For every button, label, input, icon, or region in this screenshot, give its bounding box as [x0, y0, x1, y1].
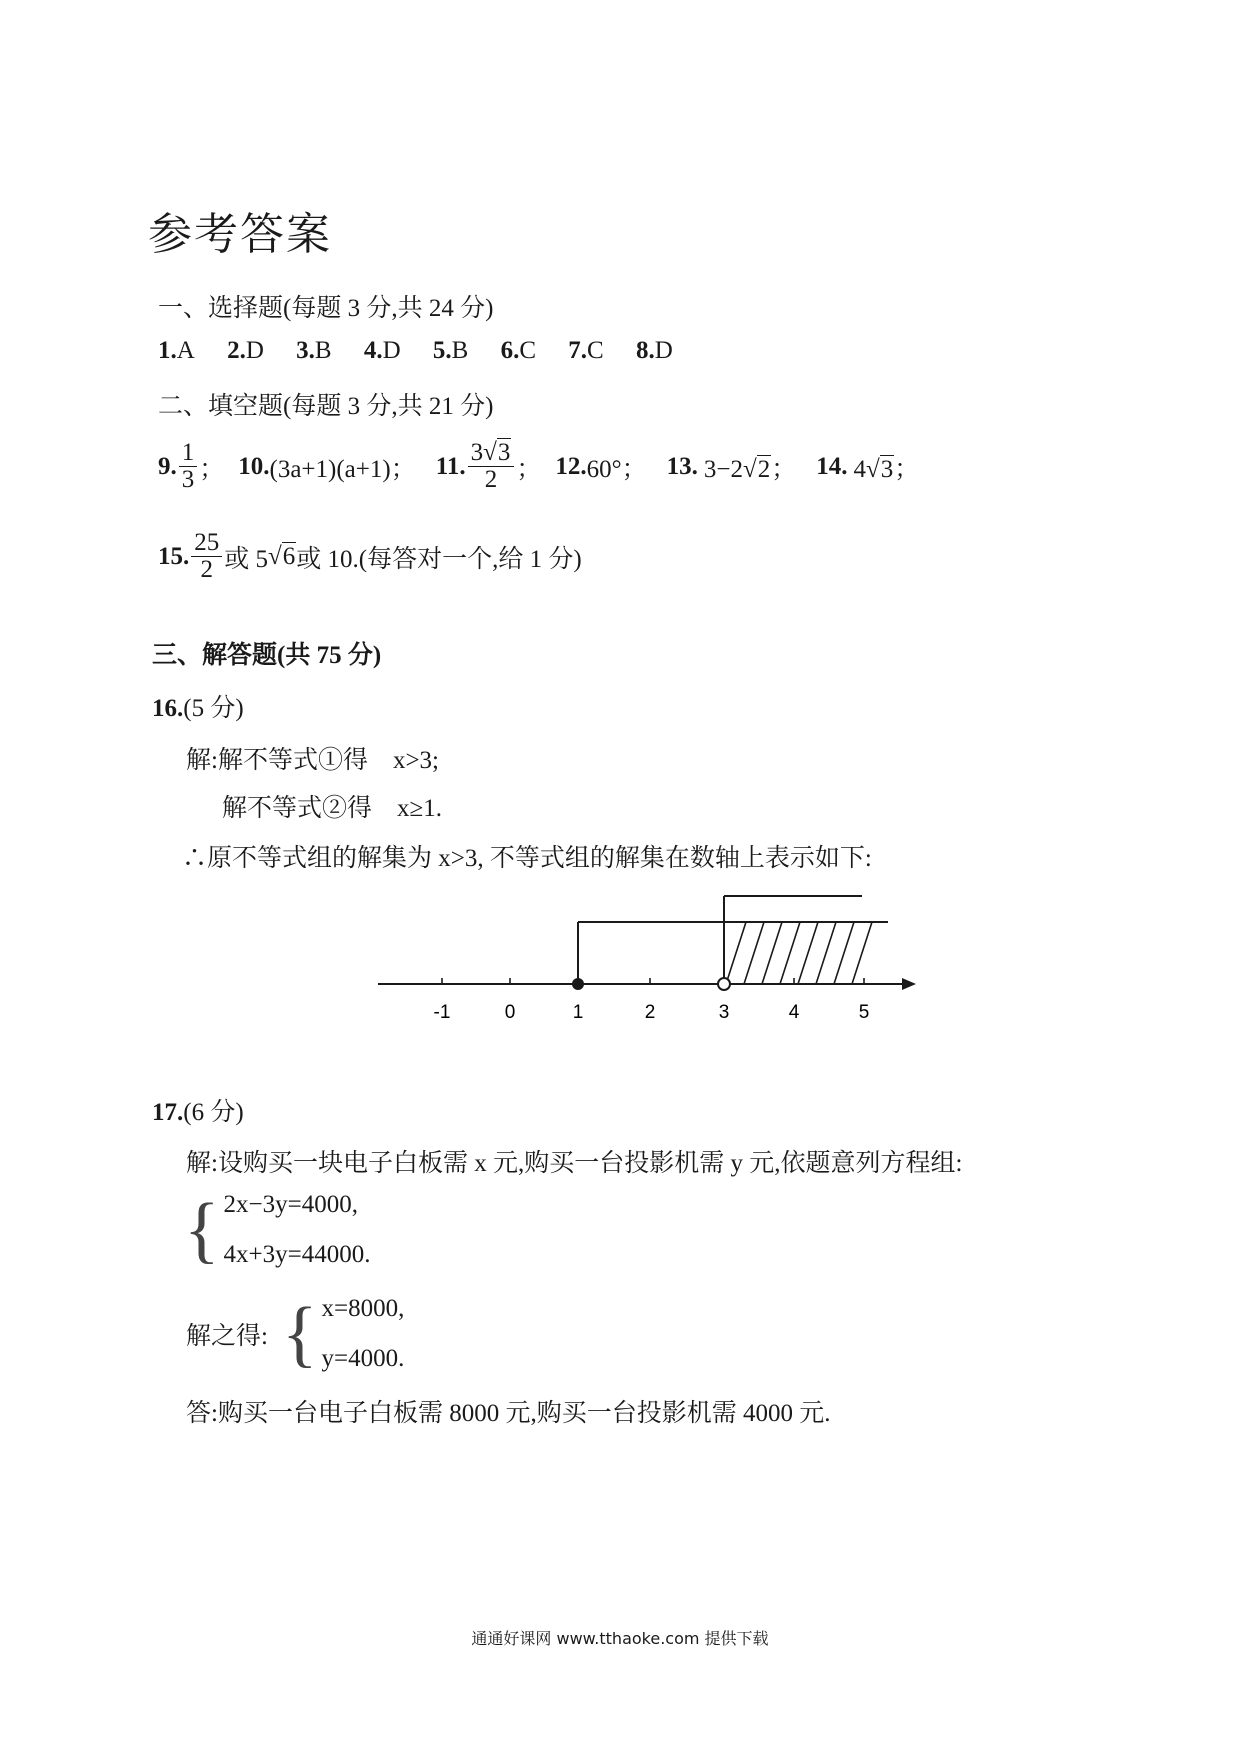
solution-hatch: [726, 922, 872, 984]
q12-answer: 60°；: [586, 455, 647, 483]
solution-system: [186, 1284, 404, 1384]
section2-heading: 二、填空题(每题 3 分,共 21 分): [158, 393, 494, 420]
q11-fraction: $\frac{3√3}{2}$: [468, 440, 515, 494]
left-brace-icon: {: [281, 1293, 318, 1375]
open-point-3: [718, 978, 730, 990]
q13-answer: 3−2√2；: [703, 455, 797, 483]
choice-answer-5: 5.B: [432, 337, 469, 364]
equation-1: 2x−3y=4000,: [223, 1191, 358, 1218]
q17-header: 17.(6 分): [152, 1099, 244, 1126]
choice-answer-2: 2.D: [227, 337, 264, 364]
q16-header: 16.(5 分): [152, 695, 244, 722]
number-line-figure: [360, 880, 920, 1030]
q15-fraction: $\frac{25}{2}$: [191, 530, 222, 584]
solution-y: y=4000.: [321, 1345, 405, 1372]
q15-label: 15.: [158, 542, 190, 570]
q14-label: 14.: [816, 452, 848, 480]
tick-label: 4: [788, 1002, 800, 1023]
fill-answers-row: 9. $\frac{1}{3}$ ； 10. (3a+1)(a+1)； 11. $\frac{3√3}{2}$ ； 12. 60°； 13. 3−2√2； 14. 4√3；: [158, 439, 920, 494]
q16-line3: ∴原不等式组的解集为 x>3, 不等式组的解集在数轴上表示如下:: [182, 845, 872, 872]
closed-point-1: [572, 978, 584, 990]
q17-line1: 解:设购买一块电子白板需 x 元,购买一台投影机需 y 元,依题意列方程组:: [186, 1150, 963, 1177]
axis-arrow-icon: [902, 978, 916, 990]
choice-answer-6: 6.C: [500, 337, 536, 364]
choice-answer-3: 3.B: [296, 337, 332, 364]
section3-heading: 三、解答题(共 75 分): [152, 642, 382, 669]
solve-label: 解之得:: [186, 1323, 268, 1350]
q15-row: 15. $\frac{25}{2}$ 或 5 √ 6 或 10.(每答对一个,给 1 分): [158, 529, 582, 584]
page-title: 参考答案: [148, 210, 332, 259]
q9-fraction: $\frac{1}{3}$: [179, 440, 198, 494]
q16-line1: 解:解不等式①得 x>3;: [186, 747, 439, 774]
q11-label: 11.: [435, 452, 466, 480]
footer-credit: 通通好课网 www.tthaoke.com 提供下载: [471, 1629, 769, 1648]
choice-answer-8: 8.D: [635, 337, 673, 364]
q14-answer: 4√3；: [853, 455, 920, 483]
q12-label: 12.: [555, 452, 587, 480]
tick-label: -1: [433, 1002, 451, 1023]
choice-answers: [158, 337, 699, 365]
q10-label: 10.: [238, 452, 270, 480]
q16-line2: 解不等式②得 x≥1.: [222, 795, 442, 822]
tick-label: 5: [858, 1002, 870, 1023]
tick-label: 2: [644, 1002, 656, 1023]
solution-x: x=8000,: [321, 1295, 405, 1322]
equation-2: 4x+3y=44000.: [223, 1241, 371, 1268]
tick-label: 0: [504, 1002, 516, 1023]
choice-answer-7: 7.C: [568, 337, 604, 364]
choice-answer-1: 1.A: [158, 337, 195, 364]
q17-answer: 答:购买一台电子白板需 8000 元,购买一台投影机需 4000 元.: [186, 1400, 831, 1427]
section1-heading: 一、选择题(每题 3 分,共 24 分): [158, 295, 494, 322]
q10-answer: (3a+1)(a+1)；: [269, 455, 416, 483]
equation-system: [184, 1180, 370, 1280]
tick-label: 1: [572, 1002, 584, 1023]
q13-label: 13.: [666, 452, 698, 480]
q9-label: 9.: [158, 452, 177, 480]
left-brace-icon: {: [184, 1189, 220, 1271]
tick-label: 3: [718, 1002, 730, 1023]
choice-answer-4: 4.D: [363, 337, 401, 364]
